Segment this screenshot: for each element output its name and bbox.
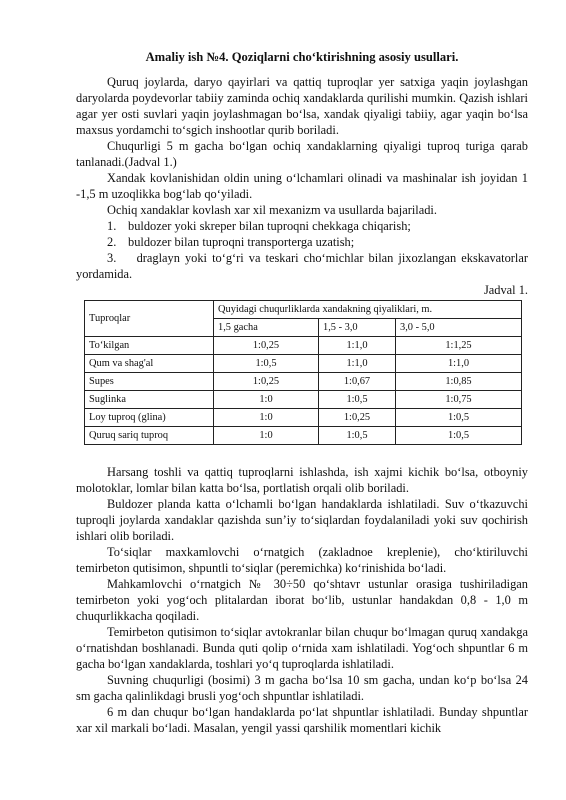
table-group-header: Quyidagi chuqurliklarda xandakning qiyaliklari, m.: [214, 301, 522, 319]
list-number: 2.: [107, 235, 117, 249]
paragraph: Chuqurligi 5 m gacha bo‘lgan ochiq xandaklarning qiyaligi tuproq turiga qarab tanlanadi.(Jadval 1.): [76, 139, 528, 169]
table-cell: 1:1,0: [319, 355, 396, 373]
table-subheader: 1,5 - 3,0: [319, 319, 396, 337]
table-cell: 1:0,5: [319, 391, 396, 409]
slope-table: [84, 300, 522, 445]
table-cell: 1:0: [214, 409, 319, 427]
table-col-header: Tuproqlar: [85, 301, 214, 337]
table-cell: 1:0: [214, 427, 319, 445]
paragraph: Quruq joylarda, daryo qayirlari va qattiq tuproqlar yer satxiga yaqin joylashgan daryolarda poydevorlar tabiiy zaminda ochiq xandaklarda qurilishi mumkin. Qazish ishlari agar yer osti suvlari yaqin joylashmagan bo‘lsa, xandak qiyaligi tabiiy, agar yaqin bo‘lsa maxsus yordamchi to‘sgich inshootlar qurib boriladi.: [76, 75, 528, 137]
table-cell: Quruq sariq tuproq: [85, 427, 214, 445]
list-item: [76, 234, 528, 250]
table-cell: Loy tuproq (glina): [85, 409, 214, 427]
document-page: [76, 50, 528, 736]
table-cell: 1:0,25: [214, 337, 319, 355]
table-row: [85, 373, 522, 391]
list-text: buldozer bilan tuproqni transporterga uzatish;: [128, 235, 355, 249]
paragraph: Suvning chuqurligi (bosimi) 3 m gacha bo‘lsa 10 sm gacha, undan ko‘p bo‘lsa 24 sm gacha qalinlikdagi brusli yog‘och shpuntlar ishlatiladi.: [76, 673, 528, 703]
table-cell: 1:0,85: [396, 373, 522, 391]
table-cell: 1:0,75: [396, 391, 522, 409]
table-cell: 1:0,5: [396, 409, 522, 427]
paragraph: Buldozer planda katta o‘lchamli bo‘lgan handaklarda ishlatiladi. Suv o‘tkazuvchi tuproqli joylarda xandaklar qazishda sun’iy to‘siqlardan foydalaniladi yoki suv qochirish ishlari olib boriladi.: [76, 497, 528, 543]
paragraph: Xandak kovlanishidan oldin uning o‘lchamlari olinadi va mashinalar ish joyidan 1 -1,5 m uzoqlikka bog‘lab qo‘yiladi.: [76, 171, 528, 201]
list-item: [76, 250, 528, 282]
paragraph: Harsang toshli va qattiq tuproqlarni ishlashda, ish xajmi kichik bo‘lsa, otboyniy molotoklar, lomlar bilan katta bo‘lsa, portlatish orqali olib boriladi.: [76, 465, 528, 495]
document-title: Amaliy ish №4. Qoziqlarni cho‘ktirishning asosiy usullari.: [145, 50, 459, 64]
list-number: 3.: [107, 251, 117, 265]
paragraph: 6 m dan chuqur bo‘lgan handaklarda po‘lat shpuntlar ishlatiladi. Bunday shpuntlar xar xil markali bo‘ladi. Masalan, yengil yassi qarshilik momentlari kichik: [76, 705, 528, 735]
table-caption: Jadval 1.: [483, 283, 528, 297]
table-cell: 1:0,67: [319, 373, 396, 391]
table-cell: 1:0,5: [214, 355, 319, 373]
table-row: [85, 355, 522, 373]
table-cell: To‘kilgan: [85, 337, 214, 355]
list-number: 1.: [107, 219, 117, 233]
table-cell: 1:0,5: [319, 427, 396, 445]
table-cell: 1:0: [214, 391, 319, 409]
table-cell: 1:0,25: [319, 409, 396, 427]
list-text: buldozer yoki skreper bilan tuproqni chekkaga chiqarish;: [128, 219, 411, 233]
table-cell: Suglinka: [85, 391, 214, 409]
table-cell: 1:1,0: [396, 355, 522, 373]
table-row: [85, 427, 522, 445]
paragraph: To‘siqlar maxkamlovchi o‘rnatgich (zakladnoe kreplenie), cho‘ktiriluvchi temirbeton qutisimon, shpuntli to‘siqlar (peremichka) ko‘rinishida bo‘ladi.: [76, 545, 528, 575]
table-subheader: 3,0 - 5,0: [396, 319, 522, 337]
table-cell: Qum va shag'al: [85, 355, 214, 373]
table-cell: Supes: [85, 373, 214, 391]
table-cell: 1:0,5: [396, 427, 522, 445]
table-row: [85, 337, 522, 355]
list-text: draglayn yoki to‘g‘ri va teskari cho‘michlar bilan jixozlangan ekskavatorlar yordamida.: [76, 251, 529, 281]
list-item: [76, 218, 528, 234]
table-header-row: [85, 301, 522, 319]
paragraph: Mahkamlovchi o‘rnatgich № 30÷50 qo‘shtavr ustunlar orasiga tushiriladigan temirbeton yoki yog‘och plitalardan iborat bo‘lib, ustunlar handakdan 0,8 - 1,0 m chuqurlikkacha qoqiladi.: [76, 577, 528, 623]
table-cell: 1:1,0: [319, 337, 396, 355]
table-cell: 1:0,25: [214, 373, 319, 391]
paragraph: Temirbeton qutisimon to‘siqlar avtokranlar bilan chuqur bo‘lmagan quruq xandakga o‘rnatishdan boshlanadi. Bunda quti qolip o‘rnida xam ishlatiladi. Yog‘och shpuntlar 6 m gacha bo‘lgan xandaklarda, toshlari yo‘q tuproqlarda ishlatiladi.: [76, 625, 528, 671]
table-row: [85, 409, 522, 427]
table-subheader: 1,5 gacha: [214, 319, 319, 337]
table-row: [85, 391, 522, 409]
paragraph: Ochiq xandaklar kovlash xar xil mexanizm va usullarda bajariladi.: [107, 203, 437, 217]
table-cell: 1:1,25: [396, 337, 522, 355]
